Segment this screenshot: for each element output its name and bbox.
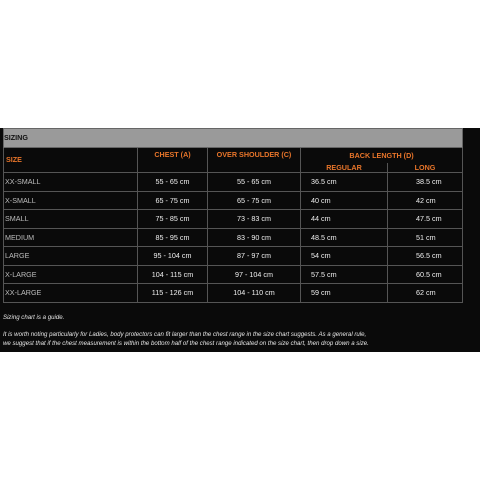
shoulder-cell: 55 - 65 cm: [208, 173, 301, 192]
shoulder-cell: 83 - 90 cm: [208, 228, 301, 247]
sizing-chart-panel: [0, 128, 480, 352]
chest-cell: 115 - 126 cm: [138, 284, 208, 303]
header-regular: REGULAR: [301, 163, 388, 173]
chest-cell: 85 - 95 cm: [138, 228, 208, 247]
size-cell: X-LARGE: [4, 265, 138, 284]
size-cell: X-SMALL: [4, 191, 138, 210]
size-cell: LARGE: [4, 247, 138, 266]
regular-cell: 57.5 cm: [301, 265, 388, 284]
header-back-length: BACK LENGTH (D): [301, 148, 463, 164]
chest-cell: 95 - 104 cm: [138, 247, 208, 266]
regular-cell: 36.5 cm: [301, 173, 388, 192]
guide-note: Sizing chart is a guide.: [3, 314, 65, 321]
table-row: [4, 228, 463, 247]
shoulder-cell: 65 - 75 cm: [208, 191, 301, 210]
shoulder-cell: 87 - 97 cm: [208, 247, 301, 266]
chest-cell: 104 - 115 cm: [138, 265, 208, 284]
long-cell: 62 cm: [388, 284, 463, 303]
table-row: [4, 210, 463, 229]
header-long: LONG: [388, 163, 463, 173]
sizing-title-row: [4, 129, 463, 148]
regular-cell: 48.5 cm: [301, 228, 388, 247]
shoulder-cell: 104 - 110 cm: [208, 284, 301, 303]
size-cell: SMALL: [4, 210, 138, 229]
ladies-note-line-1: It is worth noting particularly for Ladies, body protectors can fit larger than the chest range in the size chart suggests. As a general rule,: [3, 330, 367, 338]
shoulder-cell: 73 - 83 cm: [208, 210, 301, 229]
regular-cell: 59 cm: [301, 284, 388, 303]
long-cell: 51 cm: [388, 228, 463, 247]
size-cell: MEDIUM: [4, 228, 138, 247]
size-cell: XX-SMALL: [4, 173, 138, 192]
header-row: [4, 148, 463, 164]
long-cell: 60.5 cm: [388, 265, 463, 284]
long-cell: 38.5 cm: [388, 173, 463, 192]
sizing-title: SIZING: [4, 129, 463, 148]
long-cell: 42 cm: [388, 191, 463, 210]
chest-cell: 55 - 65 cm: [138, 173, 208, 192]
regular-cell: 54 cm: [301, 247, 388, 266]
header-over-shoulder: OVER SHOULDER (C): [208, 148, 301, 173]
chest-cell: 75 - 85 cm: [138, 210, 208, 229]
table-row: [4, 247, 463, 266]
sizing-table: [3, 128, 463, 303]
regular-cell: 40 cm: [301, 191, 388, 210]
size-rows: [4, 173, 463, 303]
ladies-note-line-2: we suggest that if the chest measurement is within the bottom half of the chest range indicated on the size chart, then drop down a size.: [3, 339, 369, 347]
header-chest: CHEST (A): [138, 148, 208, 173]
table-row: [4, 265, 463, 284]
regular-cell: 44 cm: [301, 210, 388, 229]
table-row: [4, 284, 463, 303]
chest-cell: 65 - 75 cm: [138, 191, 208, 210]
shoulder-cell: 97 - 104 cm: [208, 265, 301, 284]
table-row: [4, 191, 463, 210]
sizing-notes: [3, 314, 473, 348]
table-row: [4, 173, 463, 192]
long-cell: 56.5 cm: [388, 247, 463, 266]
header-size: SIZE: [4, 148, 138, 173]
long-cell: 47.5 cm: [388, 210, 463, 229]
size-cell: XX-LARGE: [4, 284, 138, 303]
